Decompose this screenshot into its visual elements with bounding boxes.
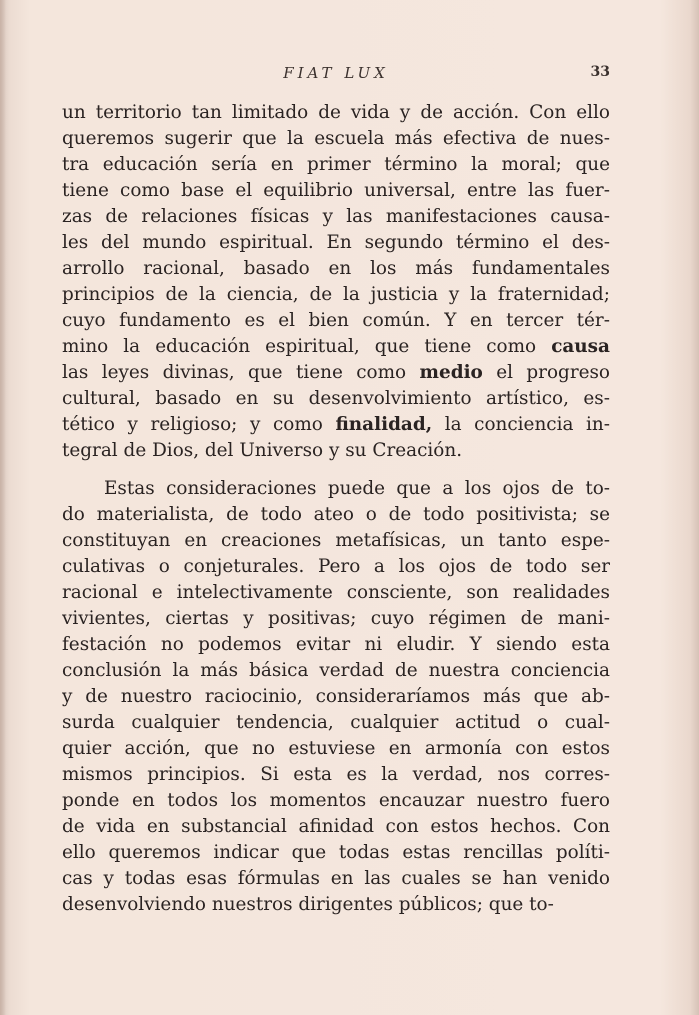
text-line: desenvolviendo nuestros dirigentes públicos; que to-: [62, 894, 554, 915]
text-line: tra educación sería en primer término la moral; que: [62, 154, 610, 175]
text-line: principios de la ciencia, de la justicia y la fraternidad;: [62, 284, 610, 305]
page-header: [62, 64, 610, 86]
text-line: mino la educación espiritual, que tiene como causa: [62, 336, 610, 357]
text-line: tético y religioso; y como finalidad, la conciencia in-: [62, 414, 610, 435]
text-line: cultural, basado en su desenvolvimiento artístico, es-: [62, 388, 610, 409]
body-text: [62, 100, 610, 918]
text-line: surda cualquier tendencia, cualquier actitud o cual-: [62, 712, 610, 733]
text-line: culativas o conjeturales. Pero a los ojos de todo ser: [62, 556, 610, 577]
paragraph-1: [62, 100, 610, 464]
text-line: racional e intelectivamente consciente, son realidades: [62, 582, 610, 603]
text-line: quier acción, que no estuviese en armonía con estos: [62, 738, 610, 759]
text-line: las leyes divinas, que tiene como medio el progreso: [62, 362, 610, 383]
text-line: un territorio tan limitado de vida y de acción. Con ello: [62, 102, 610, 123]
text-line: tiene como base el equilibrio universal, entre las fuer-: [62, 180, 610, 201]
text-line: conclusión la más básica verdad de nuestra conciencia: [62, 660, 610, 681]
text-line: les del mundo espiritual. En segundo término el des-: [62, 232, 610, 253]
text-line: arrollo racional, basado en los más fundamentales: [62, 258, 610, 279]
text-line: cuyo fundamento es el bien común. Y en tercer tér-: [62, 310, 610, 331]
text-line: ello queremos indicar que todas estas rencillas políti-: [62, 842, 610, 863]
text-line: de vida en substancial afinidad con estos hechos. Con: [62, 816, 610, 837]
text-line: tegral de Dios, del Universo y su Creación.: [62, 440, 463, 461]
text-line: do materialista, de todo ateo o de todo positivista; se: [62, 504, 610, 525]
text-line: zas de relaciones físicas y las manifestaciones causa-: [62, 206, 610, 227]
text-line: queremos sugerir que la escuela más efectiva de nues-: [62, 128, 610, 149]
page-number: 33: [590, 64, 610, 80]
text-line: ponde en todos los momentos encauzar nuestro fuero: [62, 790, 610, 811]
page-edge-shadow: [0, 0, 6, 1015]
text-line: mismos principios. Si esta es la verdad, nos corres-: [62, 764, 610, 785]
paragraph-2: [62, 476, 610, 918]
text-line: vivientes, ciertas y positivas; cuyo régimen de mani-: [62, 608, 610, 629]
running-title: FIAT LUX: [283, 64, 389, 82]
text-line: Estas consideraciones puede que a los ojos de to-: [104, 478, 610, 499]
text-line: festación no podemos evitar ni eludir. Y siendo esta: [62, 634, 610, 655]
text-line: cas y todas esas fórmulas en las cuales se han venido: [62, 868, 610, 889]
text-line: y de nuestro raciocinio, consideraríamos más que ab-: [62, 686, 610, 707]
text-line: constituyan en creaciones metafísicas, un tanto espe-: [62, 530, 610, 551]
